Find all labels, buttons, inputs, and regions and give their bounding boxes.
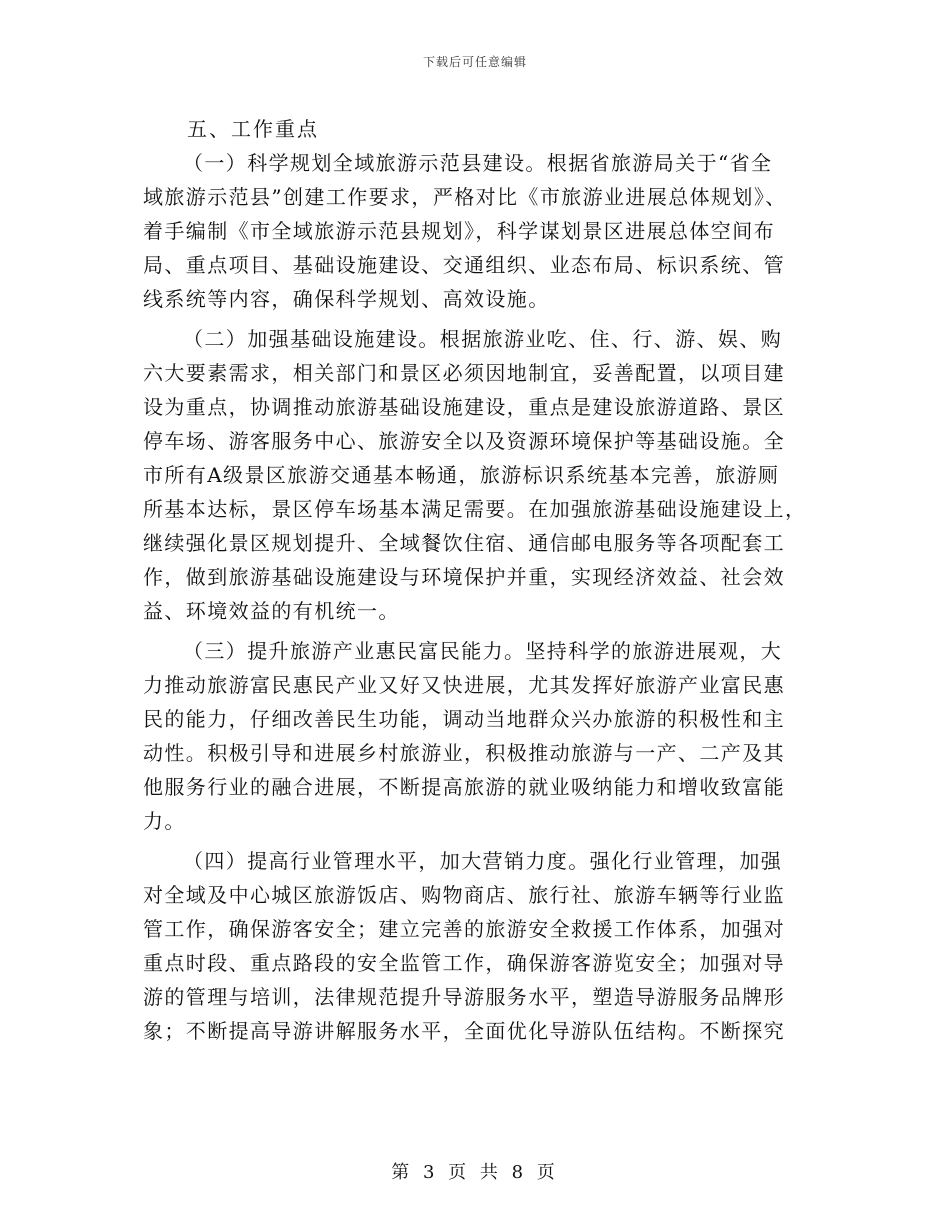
paragraph-line: 重点时段、重点路段的安全监管工作，确保游客游览安全；加强对导 (143, 951, 785, 975)
paragraph-line: 所基本达标，景区停车场基本满足需要。在加强旅游基础设施建设上， (143, 497, 807, 521)
paragraph-line: 继续强化景区规划提升、全域餐饮住宿、通信邮电服务等各项配套工 (143, 531, 785, 555)
paragraph-line: 着手编制《市全域旅游示范县规划》，科学谋划景区进展总体空间布 (143, 219, 775, 243)
paragraph-line: 线系统等内容，确保科学规划、高效设施。 (143, 287, 550, 311)
document-body (143, 112, 809, 1048)
paragraph (143, 634, 809, 838)
paragraph-line: （一）科学规划全域旅游示范县建设。根据省旅游局关于“省全 (183, 151, 773, 175)
paragraph (143, 322, 809, 628)
paragraph-line: 域旅游示范县”创建工作要求，严格对比《市旅游业进展总体规划》、 (143, 185, 787, 209)
paragraph-line: （四）提高行业管理水平，加大营销力度。强化行业管理，加强 (183, 849, 783, 873)
paragraph-line: 游的管理与培训，法律规范提升导游服务水平，塑造导游服务品牌形 (143, 985, 785, 1009)
paragraph-list (143, 146, 809, 1048)
paragraph-line: 民的能力，仔细改善民生功能，调动当地群众兴办旅游的积极性和主 (143, 707, 785, 731)
paragraph-line: 对全域及中心城区旅游饭店、购物商店、旅行社、旅游车辆等行业监 (143, 883, 785, 907)
paragraph-line: 力推动旅游富民惠民产业又好又快进展，尤其发挥好旅游产业富民惠 (143, 673, 785, 697)
page-header-note: 下载后可任意编辑 (422, 55, 527, 69)
paragraph-line: 设为重点，协调推动旅游基础设施建设，重点是建设旅游道路、景区 (143, 395, 785, 419)
paragraph-line: 管工作，确保游客安全；建立完善的旅游安全救援工作体系，加强对 (143, 917, 785, 941)
paragraph-line: 力。 (143, 809, 186, 833)
paragraph-line: （二）加强基础设施建设。根据旅游业吃、住、行、游、娱、购 (183, 327, 783, 351)
page-number: 第 3 页 共 8 页 (391, 1162, 559, 1183)
paragraph (143, 146, 809, 316)
paragraph-line: 局、重点项目、基础设施建设、交通组织、业态布局、标识系统、管 (143, 253, 785, 277)
paragraph-line: 动性。积极引导和进展乡村旅游业，积极推动旅游与一产、二产及其 (143, 741, 785, 765)
paragraph (143, 844, 809, 1048)
paragraph-line: 六大要素需求，相关部门和景区必须因地制宜，妥善配置，以项目建 (143, 361, 785, 385)
paragraph-line: 作，做到旅游基础设施建设与环境保护并重，实现经济效益、社会效 (143, 565, 785, 589)
paragraph-line: 他服务行业的融合进展，不断提高旅游的就业吸纳能力和增收致富能 (143, 775, 785, 799)
section-heading: 五、工作重点 (187, 117, 319, 141)
paragraph-line: 停车场、游客服务中心、旅游安全以及资源环境保护等基础设施。全 (143, 429, 785, 453)
paragraph-line: 象；不断提高导游讲解服务水平，全面优化导游队伍结构。不断探究 (143, 1019, 785, 1043)
paragraph-line: （三）提升旅游产业惠民富民能力。坚持科学的旅游进展观，大 (183, 639, 783, 663)
paragraph-line: 益、环境效益的有机统一。 (143, 599, 400, 623)
paragraph-line: 市所有A级景区旅游交通基本畅通，旅游标识系统基本完善，旅游厕 (143, 463, 780, 487)
